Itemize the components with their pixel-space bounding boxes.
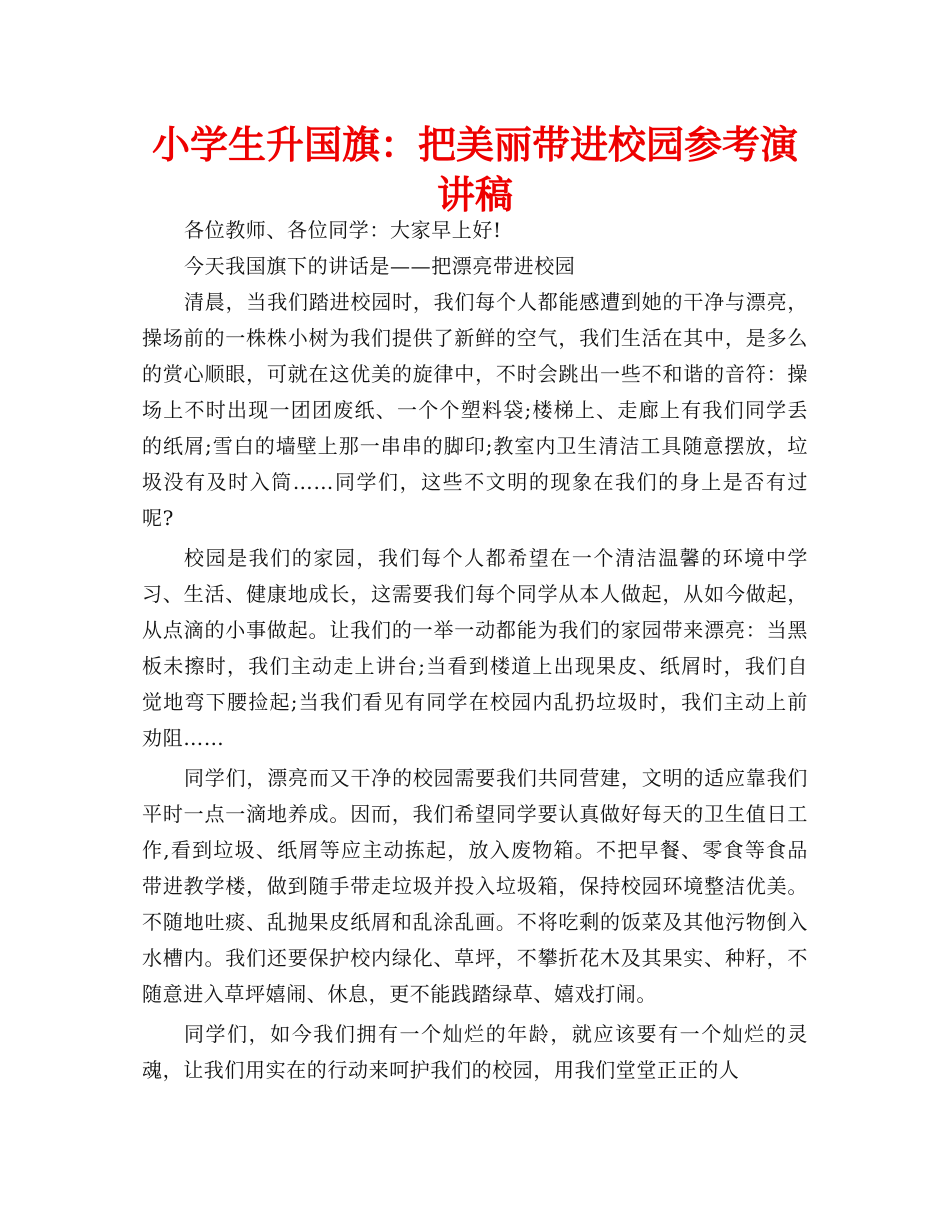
paragraph-topic: 今天我国旗下的讲话是——把漂亮带进校园 [184, 254, 576, 278]
paragraph-campus-home: 校园是我们的家园，我们每个人都希望在一个清洁温馨的环境中学习、生活、健康地成长，这需要我们每个同学从本人做起，从如今做起，从点滴的小事做起。让我们的一举一动都能为我们的家园带来漂亮：当黑板未擦时，我们主动走上讲台;当看到楼道上出现果皮、纸屑时，我们自觉地弯下腰捡起;当我们看见有同学在校园内乱扔垃圾时，我们主动上前劝阻…… [142, 546, 808, 750]
document-body [142, 212, 808, 1092]
paragraph-morning: 清晨，当我们踏进校园时，我们每个人都能感遭到她的干净与漂亮，操场前的一株株小树为我们提供了新鲜的空气，我们生活在其中，是多么的赏心顺眼，可就在这优美的旋律中，不时会跳出一些不和谐的音符：操场上不时出现一团团废纸、一个个塑料袋;楼梯上、走廊上有我们同学丢的纸屑;雪白的墙壁上那一串串的脚印;教室内卫生清洁工具随意摆放，垃圾没有及时入筒……同学们，这些不文明的现象在我们的身上是否有过呢? [142, 290, 808, 530]
paragraph-clean-campus: 同学们，漂亮而又干净的校园需要我们共同营建，文明的适应靠我们平时一点一滴地养成。因而，我们希望同学要认真做好每天的卫生值日工作,看到垃圾、纸屑等应主动拣起，放入废物箱。不把早餐、零食等食品带进教学楼，做到随手带走垃圾并投入垃圾箱，保持校园环境整洁优美。不随地吐痰、乱抛果皮纸屑和乱涂乱画。不将吃剩的饭菜及其他污物倒入水槽内。我们还要保护校内绿化、草坪，不攀折花木及其果实、种籽，不随意进入草坪嬉闹、休息，更不能践踏绿草、嬉戏打闹。 [142, 766, 808, 1006]
paragraph-greeting: 各位教师、各位同学：大家早上好! [184, 218, 502, 242]
paragraph-closing: 同学们，如今我们拥有一个灿烂的年龄，就应该要有一个灿烂的灵魂，让我们用实在的行动来呵护我们的校园，用我们堂堂正正的人 [142, 1022, 808, 1082]
document-title: 小学生升国旗：把美丽带进校园参考演讲稿 [151, 123, 798, 217]
